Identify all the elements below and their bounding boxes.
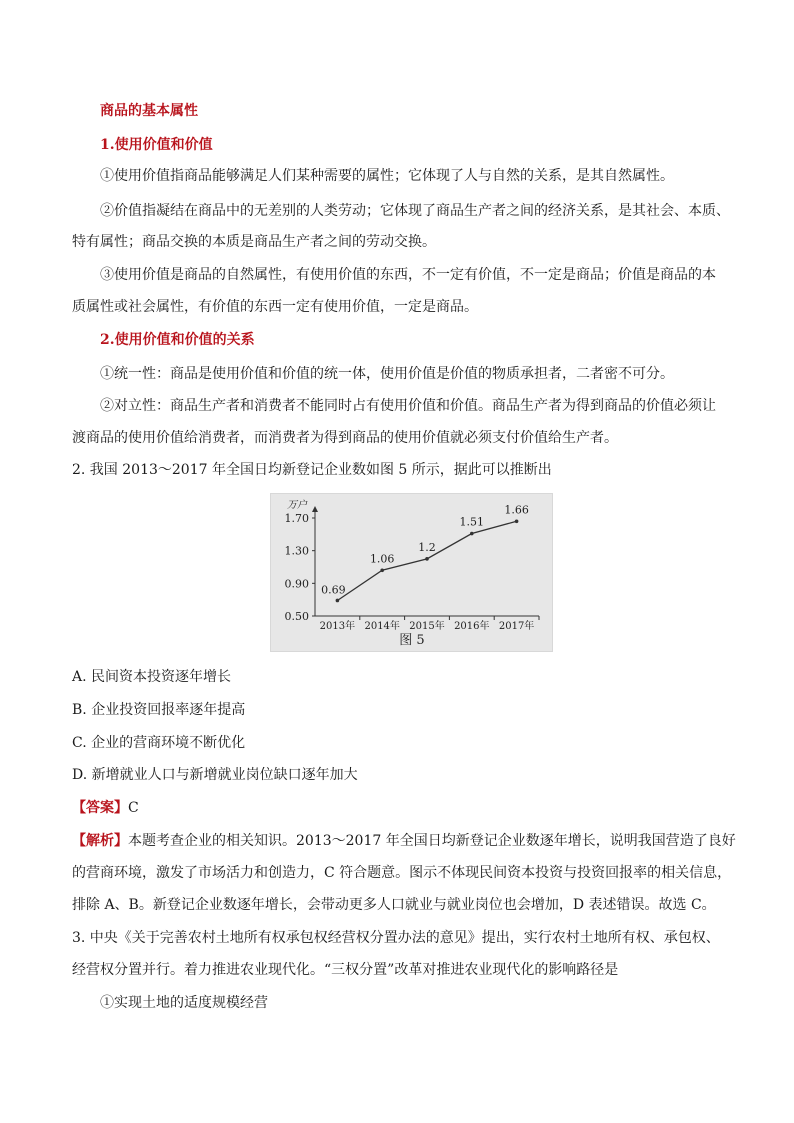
analysis-line2: 的营商环境，激发了市场活力和创造力，C 符合题意。图示不体现民间资本投资与投资回报率的相关信息， — [72, 865, 732, 881]
analysis-label: 【解析】 — [72, 833, 128, 849]
chart-y-tick-label: 0.50 — [284, 610, 309, 623]
chart-data-point — [380, 568, 384, 572]
chart-x-tick-label: 2013年 — [319, 621, 356, 632]
chart-svg — [271, 494, 552, 651]
section-title: 商品的基本属性 — [100, 103, 198, 119]
chart-data-label: 1.2 — [418, 540, 436, 554]
answer-line — [72, 798, 139, 818]
subsection-title-1: 1.使用价值和价值 — [100, 137, 213, 153]
analysis-line3: 排除 A、B。新登记企业数逐年增长，会带动更多人口就业与就业岗位也会增加，D 表述错误。故选 C。 — [72, 897, 716, 913]
chart-x-tick-label: 2017年 — [498, 621, 535, 632]
paragraph-opposition-line1: ②对立性：商品生产者和消费者不能同时占有使用价值和价值。商品生产者为得到商品的价值必须让 — [100, 398, 716, 414]
chart-data-point — [470, 532, 474, 536]
chart-data-point — [425, 557, 429, 561]
answer-value: C — [128, 800, 139, 816]
chart-x-tick-label: 2016年 — [454, 621, 490, 632]
option-c: C. 企业的营商环境不断优化 — [72, 735, 246, 751]
analysis-line1 — [72, 831, 736, 851]
question-2: 2. 我国 2013～2017 年全国日均新登记企业数如图 5 所示，据此可以推断出 — [72, 462, 552, 478]
chart-y-tick-label: 1.70 — [284, 512, 309, 525]
chart-x-tick-label: 2014年 — [364, 621, 400, 632]
paragraph-value-line1: ②价值指凝结在商品中的无差别的人类劳动；它体现了商品生产者之间的经济关系，是其社会、本质、 — [100, 203, 730, 219]
paragraph-value-line2: 特有属性；商品交换的本质是商品生产者之间的劳动交换。 — [72, 234, 436, 250]
chart-y-axis-label: 万户 — [287, 500, 307, 511]
question-3-line1: 3. 中央《关于完善农村土地所有权承包权经营权分置办法的意见》提出，实行农村土地所有权、承包权、 — [72, 930, 720, 946]
analysis-text-1: 本题考查企业的相关知识。2013～2017 年全国日均新登记企业数逐年增长，说明我国营造了良好 — [128, 833, 736, 849]
chart-y-axis-arrow — [312, 506, 318, 512]
chart-data-label: 1.06 — [369, 552, 395, 566]
paragraph-nature-line2: 质属性或社会属性，有价值的东西一定有使用价值，一定是商品。 — [72, 299, 478, 315]
chart-x-tick-label: 2015年 — [409, 621, 445, 632]
answer-label: 【答案】 — [72, 800, 128, 816]
chart-data-label: 1.66 — [504, 503, 529, 517]
paragraph-nature-line1: ③使用价值是商品的自然属性，有使用价值的东西，不一定有价值，不一定是商品；价值是商品的本 — [100, 267, 716, 283]
question-3-item-1: ①实现土地的适度规模经营 — [100, 995, 268, 1011]
chart-y-tick-label: 1.30 — [284, 544, 309, 558]
chart-data-point — [515, 519, 519, 523]
chart-title: 图 5 — [399, 633, 425, 648]
option-a: A. 民间资本投资逐年增长 — [72, 669, 232, 685]
paragraph-use-value: ①使用价值指商品能够满足人们某种需要的属性；它体现了人与自然的关系，是其自然属性。 — [100, 168, 674, 184]
chart-data-point — [336, 599, 340, 603]
chart-data-label: 1.51 — [459, 515, 485, 529]
chart-y-tick-label: 0.90 — [284, 577, 309, 591]
subsection-title-2: 2.使用价值和价值的关系 — [100, 332, 255, 348]
option-b: B. 企业投资回报率逐年提高 — [72, 702, 246, 718]
chart-data-label: 0.69 — [321, 583, 346, 597]
line-chart-figure-5 — [270, 493, 553, 652]
option-d: D. 新增就业人口与新增就业岗位缺口逐年加大 — [72, 767, 358, 783]
chart-series-line — [337, 521, 516, 600]
paragraph-opposition-line2: 渡商品的使用价值给消费者，而消费者为得到商品的使用价值就必须支付价值给生产者。 — [72, 430, 618, 446]
paragraph-unity: ①统一性：商品是使用价值和价值的统一体，使用价值是价值的物质承担者，二者密不可分。 — [100, 366, 674, 382]
question-3-line2: 经营权分置并行。着力推进农业现代化。“三权分置”改革对推进农业现代化的影响路径是 — [72, 962, 619, 978]
